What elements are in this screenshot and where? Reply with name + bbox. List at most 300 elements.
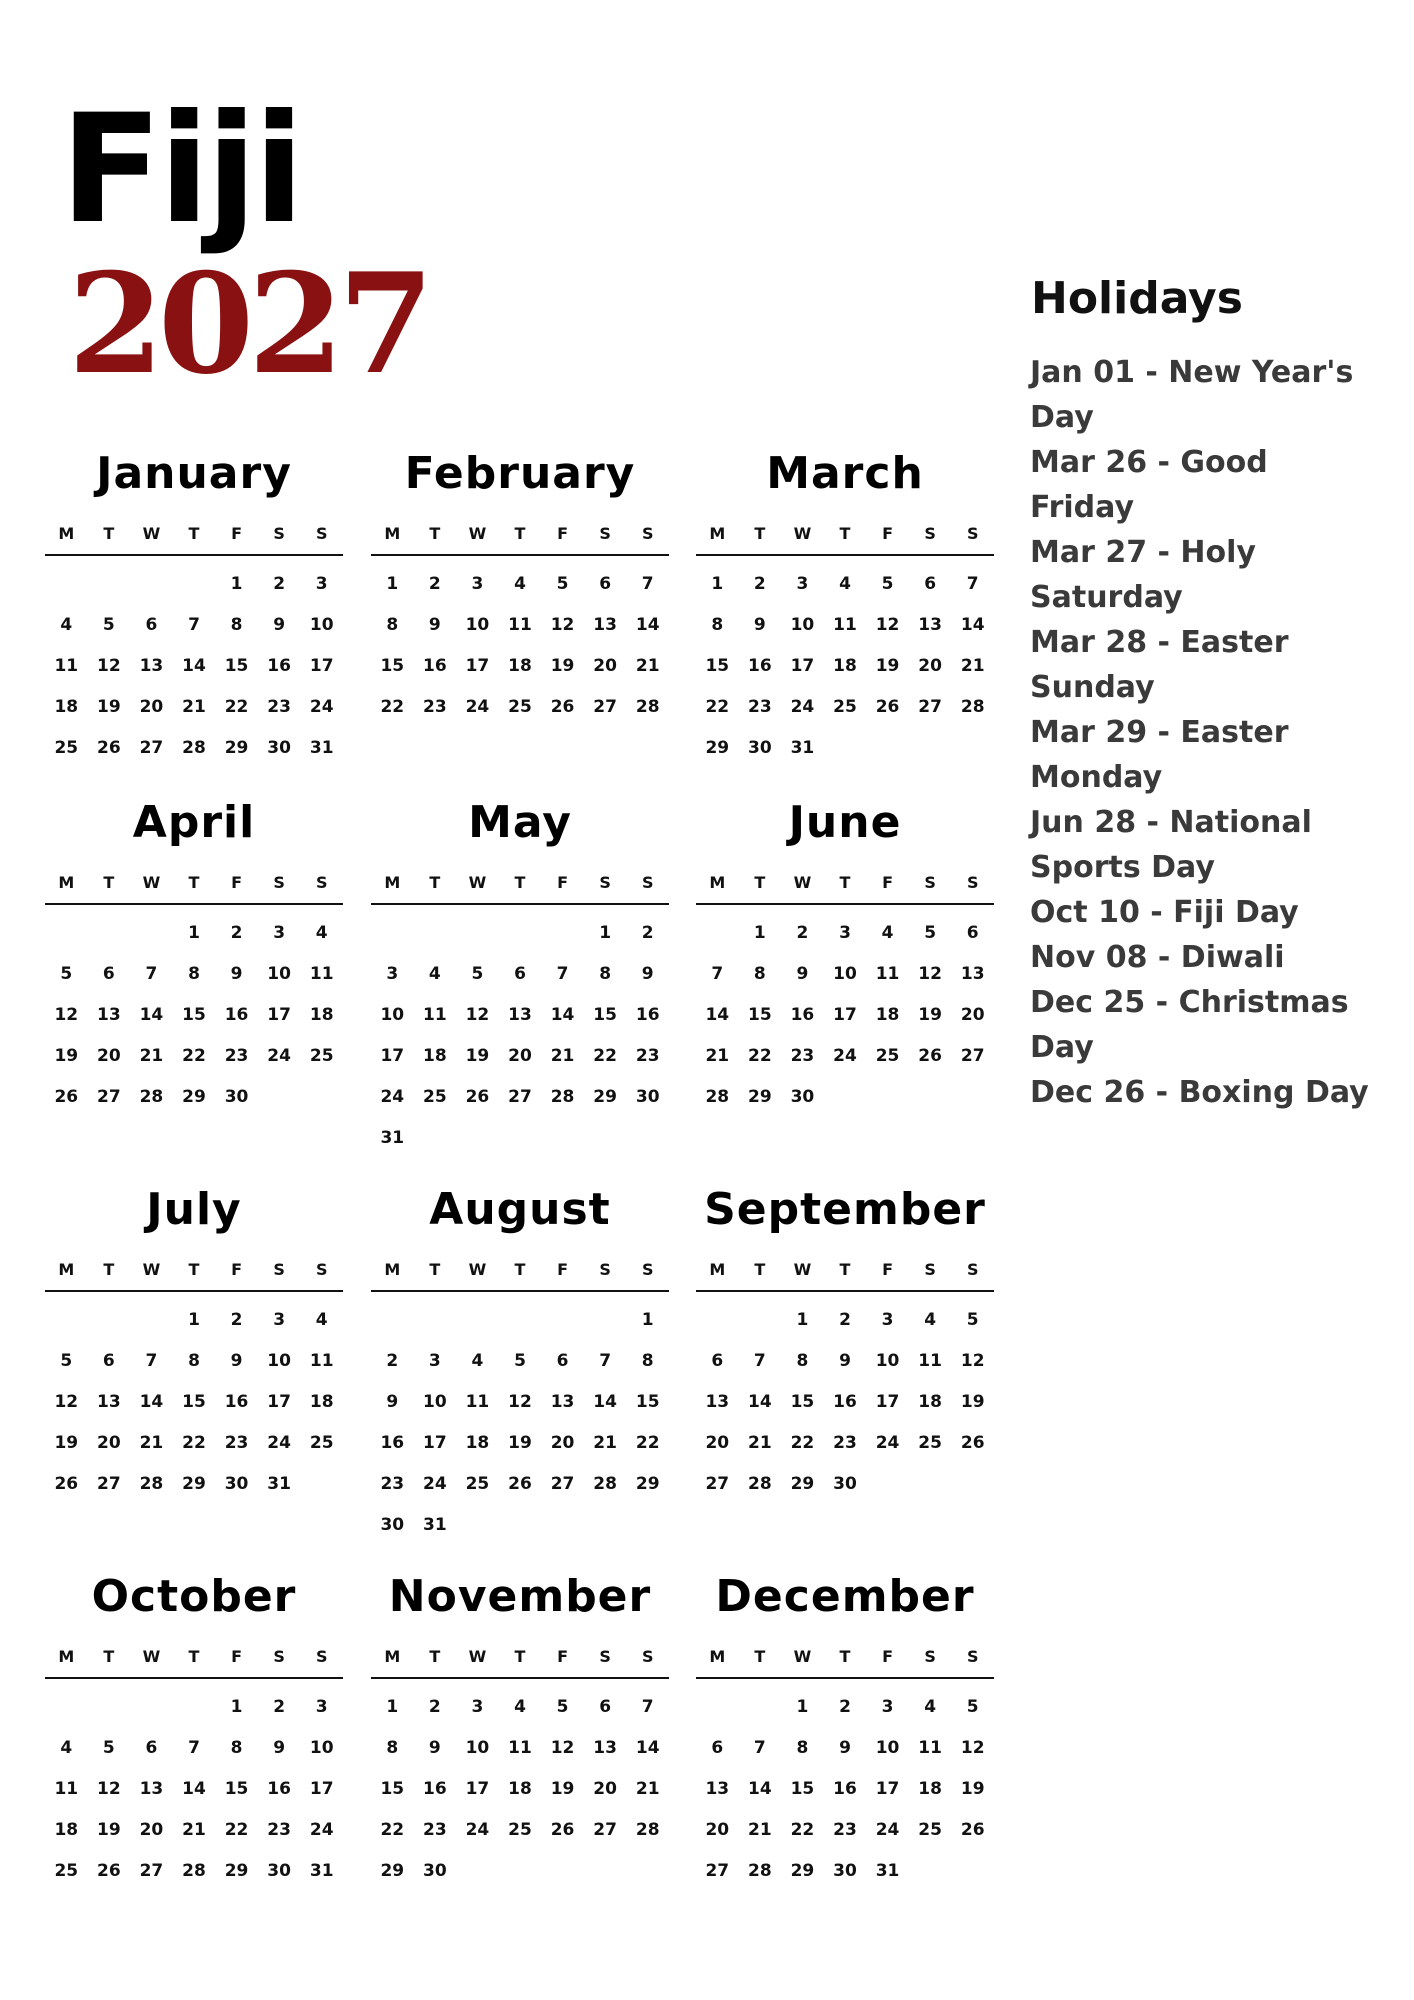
day-cell: 20	[593, 1779, 617, 1799]
day-cell: 26	[508, 1474, 532, 1494]
day-grid	[371, 1300, 669, 1546]
day-cell: 24	[380, 1087, 405, 1107]
day-cell: 13	[593, 1738, 617, 1758]
day-cell: 28	[960, 697, 985, 717]
weekday-label: M	[384, 1647, 401, 1666]
day-cell: 29	[748, 1087, 772, 1107]
day-cell: 10	[380, 1005, 405, 1025]
day-cell: 7	[145, 1351, 158, 1371]
day-cell: 4	[924, 1310, 937, 1330]
day-cell: 4	[514, 1697, 526, 1717]
day-cell: 24	[875, 1820, 900, 1840]
day-cell: 4	[881, 923, 894, 943]
day-cell: 13	[918, 615, 942, 635]
day-cell: 28	[748, 1861, 772, 1881]
day-cell: 16	[833, 1779, 857, 1799]
day-cell: 27	[550, 1474, 575, 1494]
day-cell: 5	[60, 964, 73, 984]
day-cell: 1	[188, 1310, 200, 1330]
empty-day	[499, 913, 542, 954]
day-cell: 7	[753, 1351, 766, 1371]
weekday-label: M	[709, 524, 726, 543]
day-cell: 22	[705, 697, 730, 717]
day-cell: 4	[60, 615, 73, 635]
day-cell: 12	[54, 1005, 79, 1025]
weekday-header	[371, 1647, 669, 1679]
day-cell: 16	[267, 656, 291, 676]
day-cell: 27	[508, 1087, 532, 1107]
day-cell: 15	[182, 1005, 206, 1025]
weekday-label: S	[966, 524, 979, 543]
day-cell: 22	[635, 1433, 660, 1453]
empty-day	[45, 1687, 88, 1728]
day-cell: 13	[705, 1779, 730, 1799]
day-cell: 25	[309, 1433, 334, 1453]
weekday-label: T	[103, 524, 115, 543]
day-cell: 28	[705, 1087, 730, 1107]
day-cell: 17	[790, 656, 815, 676]
holidays-title: Holidays	[1031, 273, 1243, 324]
day-cell: 3	[315, 574, 328, 594]
day-cell: 17	[267, 1005, 291, 1025]
day-cell: 5	[881, 574, 894, 594]
day-cell: 2	[273, 574, 286, 594]
day-cell: 16	[224, 1005, 249, 1025]
day-cell: 12	[54, 1392, 79, 1412]
weekday-label: T	[839, 1260, 851, 1279]
day-cell: 24	[465, 1820, 490, 1840]
weekday-label: M	[384, 873, 401, 892]
day-cell: 31	[423, 1515, 447, 1535]
empty-day	[88, 1687, 131, 1728]
day-cell: 28	[593, 1474, 617, 1494]
month-name: August	[429, 1184, 611, 1235]
day-cell: 1	[711, 574, 724, 594]
weekday-label: T	[514, 1260, 526, 1279]
weekday-label: T	[839, 873, 851, 892]
holiday-item: Jun 28 - National Sports Day	[1030, 805, 1312, 885]
day-cell: 15	[380, 656, 405, 676]
empty-day	[371, 913, 414, 954]
day-grid	[45, 1687, 343, 1892]
day-cell: 27	[960, 1046, 985, 1066]
day-cell: 22	[380, 697, 405, 717]
day-cell: 24	[875, 1433, 900, 1453]
day-cell: 16	[267, 1779, 291, 1799]
day-cell: 22	[182, 1433, 206, 1453]
day-cell: 16	[380, 1433, 405, 1453]
day-cell: 19	[960, 1779, 985, 1799]
day-cell: 2	[386, 1351, 399, 1371]
day-cell: 17	[309, 656, 334, 676]
weekday-label: S	[273, 1647, 285, 1666]
empty-day	[696, 913, 739, 954]
day-cell: 9	[428, 1738, 441, 1758]
day-cell: 25	[423, 1087, 447, 1107]
day-cell: 17	[465, 656, 490, 676]
day-cell: 10	[267, 964, 291, 984]
day-cell: 29	[182, 1087, 206, 1107]
weekday-label: S	[641, 1260, 654, 1279]
day-cell: 1	[230, 574, 243, 594]
day-cell: 12	[508, 1392, 532, 1412]
empty-day	[130, 1300, 173, 1341]
day-cell: 26	[550, 697, 575, 717]
day-cell: 22	[593, 1046, 617, 1066]
day-cell: 29	[380, 1861, 405, 1881]
day-grid	[696, 1687, 994, 1892]
day-cell: 1	[599, 923, 612, 943]
day-cell: 14	[139, 1005, 164, 1025]
day-grid	[45, 564, 343, 769]
day-cell: 15	[790, 1392, 815, 1412]
day-cell: 26	[960, 1433, 985, 1453]
weekday-label: S	[924, 1647, 936, 1666]
day-cell: 4	[839, 574, 851, 594]
day-cell: 3	[839, 923, 851, 943]
day-cell: 6	[966, 923, 979, 943]
day-cell: 27	[705, 1861, 730, 1881]
day-cell: 27	[705, 1474, 730, 1494]
day-cell: 23	[423, 697, 447, 717]
day-cell: 10	[267, 1351, 291, 1371]
weekday-label: W	[468, 873, 487, 892]
weekday-label: T	[103, 873, 115, 892]
day-cell: 11	[918, 1738, 942, 1758]
empty-day	[45, 564, 88, 605]
day-grid	[371, 1687, 669, 1892]
day-cell: 25	[54, 738, 79, 758]
day-cell: 23	[833, 1820, 857, 1840]
day-cell: 14	[593, 1392, 617, 1412]
month-name: March	[766, 448, 924, 499]
day-cell: 2	[230, 923, 243, 943]
empty-day	[130, 1687, 173, 1728]
day-cell: 23	[748, 697, 772, 717]
day-cell: 12	[97, 656, 121, 676]
empty-day	[88, 1300, 131, 1341]
day-cell: 22	[380, 1820, 405, 1840]
empty-day	[541, 913, 584, 954]
day-cell: 3	[796, 574, 809, 594]
day-cell: 5	[924, 923, 937, 943]
day-cell: 7	[188, 1738, 200, 1758]
day-cell: 11	[875, 964, 900, 984]
day-cell: 30	[790, 1087, 815, 1107]
day-cell: 5	[60, 1351, 73, 1371]
holiday-item: Mar 26 - Good Friday	[1030, 445, 1268, 525]
day-cell: 24	[309, 697, 334, 717]
weekday-header	[371, 1260, 669, 1292]
day-cell: 8	[386, 1738, 399, 1758]
day-cell: 17	[267, 1392, 291, 1412]
weekday-label: F	[882, 1647, 894, 1666]
weekday-label: T	[514, 1647, 526, 1666]
weekday-label: T	[839, 524, 851, 543]
day-cell: 25	[309, 1046, 334, 1066]
day-cell: 31	[790, 738, 815, 758]
day-cell: 28	[182, 738, 206, 758]
day-cell: 15	[224, 656, 249, 676]
day-cell: 14	[139, 1392, 164, 1412]
month-august	[371, 1184, 669, 1546]
day-cell: 9	[428, 615, 441, 635]
weekday-label: F	[557, 524, 569, 543]
day-cell: 12	[550, 615, 575, 635]
day-cell: 8	[230, 1738, 243, 1758]
weekday-label: S	[273, 1260, 285, 1279]
empty-day	[173, 564, 216, 605]
holiday-item: Jan 01 - New Year's Day	[1030, 355, 1354, 435]
day-cell: 7	[145, 964, 158, 984]
holiday-item: Mar 27 - Holy Saturday	[1030, 535, 1256, 615]
day-cell: 18	[465, 1433, 490, 1453]
day-cell: 27	[97, 1474, 121, 1494]
day-cell: 21	[182, 1820, 206, 1840]
weekday-label: M	[58, 524, 75, 543]
month-name: April	[132, 797, 256, 848]
weekday-label: W	[468, 1260, 487, 1279]
day-cell: 12	[465, 1005, 490, 1025]
day-cell: 25	[918, 1820, 942, 1840]
day-cell: 21	[635, 1779, 660, 1799]
day-cell: 29	[182, 1474, 206, 1494]
day-cell: 28	[139, 1474, 164, 1494]
month-june	[696, 797, 994, 1118]
day-cell: 25	[833, 697, 857, 717]
day-cell: 9	[230, 1351, 243, 1371]
day-cell: 2	[230, 1310, 243, 1330]
day-cell: 19	[97, 1820, 121, 1840]
day-cell: 28	[748, 1474, 772, 1494]
day-cell: 28	[635, 697, 660, 717]
day-cell: 22	[224, 697, 249, 717]
day-cell: 13	[960, 964, 985, 984]
empty-day	[456, 1300, 499, 1341]
day-cell: 2	[839, 1310, 851, 1330]
month-name: November	[388, 1571, 652, 1622]
day-cell: 9	[753, 615, 766, 635]
day-cell: 28	[635, 1820, 660, 1840]
day-cell: 24	[423, 1474, 447, 1494]
day-cell: 14	[635, 615, 660, 635]
day-cell: 19	[550, 1779, 575, 1799]
weekday-label: S	[315, 524, 328, 543]
weekday-label: S	[599, 873, 611, 892]
weekday-label: F	[557, 1647, 569, 1666]
day-cell: 26	[97, 1861, 121, 1881]
month-february	[371, 448, 669, 728]
empty-day	[45, 1300, 88, 1341]
day-cell: 26	[54, 1474, 79, 1494]
day-cell: 18	[309, 1392, 334, 1412]
day-cell: 30	[224, 1474, 249, 1494]
day-cell: 23	[790, 1046, 815, 1066]
day-cell: 19	[54, 1046, 79, 1066]
day-cell: 9	[796, 964, 809, 984]
day-cell: 10	[875, 1351, 900, 1371]
day-cell: 1	[188, 923, 200, 943]
day-cell: 25	[508, 1820, 532, 1840]
day-cell: 30	[833, 1474, 857, 1494]
day-cell: 18	[54, 1820, 79, 1840]
day-cell: 3	[471, 574, 484, 594]
empty-day	[541, 1300, 584, 1341]
weekday-label: T	[429, 1260, 441, 1279]
day-cell: 13	[705, 1392, 730, 1412]
day-cell: 8	[711, 615, 724, 635]
day-cell: 5	[556, 1697, 569, 1717]
empty-day	[45, 913, 88, 954]
day-cell: 4	[315, 1310, 328, 1330]
day-cell: 23	[267, 1820, 291, 1840]
weekday-header	[696, 524, 994, 556]
month-name: June	[788, 797, 902, 848]
day-cell: 14	[748, 1392, 772, 1412]
empty-day	[88, 913, 131, 954]
weekday-label: T	[103, 1647, 115, 1666]
day-cell: 30	[267, 1861, 291, 1881]
day-cell: 4	[315, 923, 328, 943]
weekday-label: T	[429, 1647, 441, 1666]
day-cell: 4	[514, 574, 526, 594]
weekday-label: M	[58, 1260, 75, 1279]
weekday-label: S	[599, 524, 611, 543]
holiday-item: Mar 28 - Easter Sunday	[1030, 625, 1289, 705]
day-cell: 11	[465, 1392, 490, 1412]
weekday-label: M	[384, 1260, 401, 1279]
day-cell: 13	[97, 1005, 121, 1025]
day-cell: 14	[182, 1779, 206, 1799]
day-cell: 7	[188, 615, 200, 635]
empty-day	[499, 1300, 542, 1341]
day-cell: 7	[599, 1351, 612, 1371]
day-grid	[696, 564, 994, 769]
weekday-label: S	[315, 1260, 328, 1279]
day-cell: 12	[550, 1738, 575, 1758]
day-cell: 20	[508, 1046, 532, 1066]
day-cell: 13	[139, 656, 164, 676]
weekday-label: T	[514, 524, 526, 543]
day-cell: 14	[748, 1779, 772, 1799]
day-cell: 23	[380, 1474, 405, 1494]
weekday-label: F	[882, 1260, 894, 1279]
day-cell: 22	[224, 1820, 249, 1840]
day-cell: 1	[796, 1697, 809, 1717]
day-cell: 16	[224, 1392, 249, 1412]
day-cell: 1	[641, 1310, 654, 1330]
day-cell: 7	[641, 574, 654, 594]
day-cell: 9	[230, 964, 243, 984]
day-cell: 4	[471, 1351, 484, 1371]
day-cell: 18	[423, 1046, 447, 1066]
day-cell: 1	[230, 1697, 243, 1717]
day-cell: 13	[97, 1392, 121, 1412]
day-cell: 29	[224, 738, 249, 758]
day-cell: 1	[386, 1697, 399, 1717]
day-cell: 24	[790, 697, 815, 717]
country-title: Fiji	[60, 83, 301, 257]
day-cell: 25	[465, 1474, 490, 1494]
day-cell: 20	[960, 1005, 985, 1025]
day-cell: 31	[309, 1861, 334, 1881]
day-cell: 29	[635, 1474, 660, 1494]
day-cell: 29	[224, 1861, 249, 1881]
day-cell: 31	[380, 1128, 405, 1148]
day-cell: 17	[423, 1433, 447, 1453]
day-cell: 17	[380, 1046, 405, 1066]
weekday-label: S	[273, 873, 285, 892]
day-cell: 10	[465, 615, 490, 635]
day-cell: 17	[465, 1779, 490, 1799]
day-cell: 25	[918, 1433, 942, 1453]
day-cell: 8	[386, 615, 399, 635]
day-cell: 9	[386, 1392, 399, 1412]
day-cell: 8	[796, 1738, 809, 1758]
weekday-label: M	[58, 873, 75, 892]
day-cell: 23	[833, 1433, 857, 1453]
weekday-label: S	[924, 524, 936, 543]
holiday-item: Nov 08 - Diwali	[1030, 940, 1285, 975]
empty-day	[739, 1300, 782, 1341]
day-cell: 16	[635, 1005, 660, 1025]
weekday-label: T	[188, 1647, 200, 1666]
weekday-label: S	[641, 873, 654, 892]
day-cell: 8	[230, 615, 243, 635]
day-grid	[45, 913, 343, 1118]
empty-day	[584, 1300, 627, 1341]
month-march	[696, 448, 994, 769]
day-cell: 22	[748, 1046, 772, 1066]
day-cell: 26	[960, 1820, 985, 1840]
day-cell: 4	[60, 1738, 73, 1758]
day-cell: 20	[705, 1820, 730, 1840]
day-cell: 22	[790, 1433, 815, 1453]
day-grid	[371, 564, 669, 728]
day-cell: 19	[54, 1433, 79, 1453]
day-cell: 20	[918, 656, 942, 676]
day-cell: 15	[182, 1392, 206, 1412]
day-cell: 26	[550, 1820, 575, 1840]
day-cell: 26	[54, 1087, 79, 1107]
day-cell: 11	[54, 656, 79, 676]
weekday-header	[371, 873, 669, 905]
empty-day	[414, 1300, 457, 1341]
day-cell: 20	[139, 1820, 164, 1840]
empty-day	[456, 913, 499, 954]
day-cell: 2	[753, 574, 766, 594]
empty-day	[739, 1687, 782, 1728]
day-cell: 11	[309, 1351, 334, 1371]
weekday-label: T	[754, 1647, 766, 1666]
day-cell: 7	[966, 574, 979, 594]
weekday-header	[696, 1260, 994, 1292]
weekday-label: S	[641, 1647, 654, 1666]
day-cell: 3	[273, 923, 286, 943]
day-cell: 27	[97, 1087, 121, 1107]
day-cell: 5	[514, 1351, 526, 1371]
day-cell: 6	[556, 1351, 569, 1371]
day-cell: 13	[508, 1005, 532, 1025]
day-cell: 14	[550, 1005, 575, 1025]
weekday-label: T	[188, 1260, 200, 1279]
day-cell: 23	[635, 1046, 660, 1066]
weekday-label: T	[754, 524, 766, 543]
day-cell: 11	[54, 1779, 79, 1799]
weekday-label: T	[754, 1260, 766, 1279]
day-cell: 5	[102, 1738, 115, 1758]
day-cell: 5	[966, 1310, 979, 1330]
